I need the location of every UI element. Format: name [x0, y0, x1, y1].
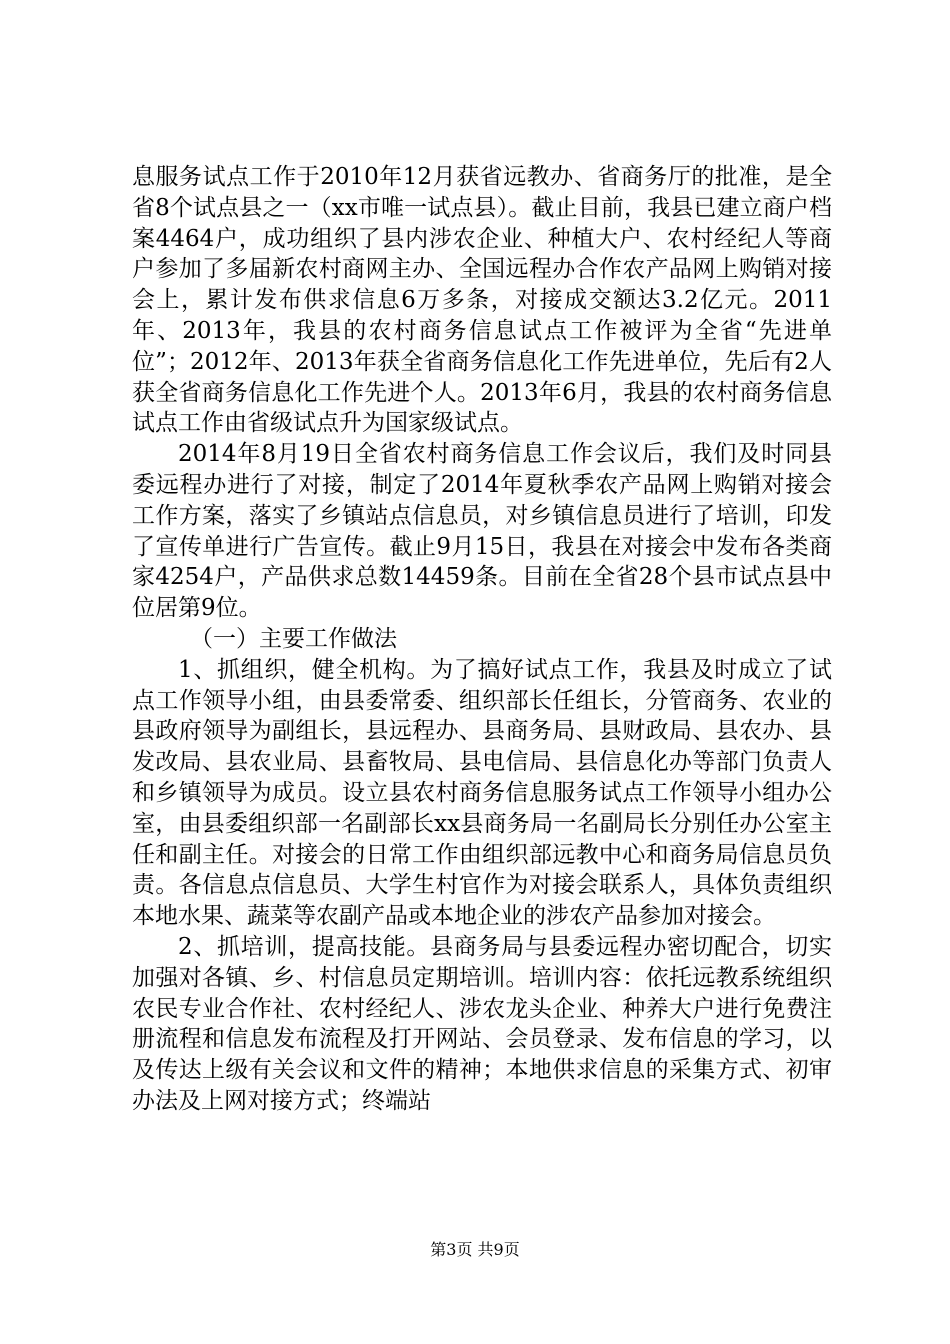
paragraph-continuation: 息服务试点工作于2010年12月获省远教办、省商务厅的批准，是全省8个试点县之一（xx市唯一试点县）。截止目前，我县已建立商户档案4464户，成功组织了县内涉农企业、种植大户、农村经纪人等商户参加了多届新农村商网主办、全国远程办合作农产品网上购销对接会上，累计发布供求信息6万多条，对接成交额达3.2亿元。2011年、2013年，我县的农村商务信息试点工作被评为全省“先进单位”；2012年、2013年获全省商务信息化工作先进单位，先后有2人获全省商务信息化工作先进个人。2013年6月，我县的农村商务信息试点工作由省级试点升为国家级试点。	[132, 164, 832, 437]
section-heading: （一）主要工作做法	[190, 625, 397, 652]
page-number-footer: 第3页 共9页	[430, 1240, 520, 1259]
paragraph-2014-meeting: 2014年8月19日全省农村商务信息工作会议后，我们及时同县委远程办进行了对接，制定了2014年夏秋季农产品网上购销对接会工作方案，落实了乡镇站点信息员，对乡镇信息员进行了培训，印发了宣传单进行广告宣传。截止9月15日，我县在对接会中发布各类商家4254户，产品供求总数14459条。目前在全省28个县市试点县中位居第9位。	[132, 441, 832, 622]
paragraph-organization: 1、抓组织，健全机构。为了搞好试点工作，我县及时成立了试点工作领导小组，由县委常委、组织部长任组长，分管商务、农业的县政府领导为副组长，县远程办、县商务局、县财政局、县农办、县发改局、县农业局、县畜牧局、县电信局、县信息化办等部门负责人和乡镇领导为成员。设立县农村商务信息服务试点工作领导小组办公室，由县委组织部一名副部长xx县商务局一名副局长分别任办公室主任和副主任。对接会的日常工作由组织部远教中心和商务局信息员负责。各信息点信息员、大学生村官作为对接会联系人，具体负责组织本地水果、蔬菜等农副产品或本地企业的涉农产品参加对接会。	[132, 656, 832, 930]
paragraph-training: 2、抓培训，提高技能。县商务局与县委远程办密切配合，切实加强对各镇、乡、村信息员定期培训。培训内容：依托远教系统组织农民专业合作社、农村经纪人、涉农龙头企业、种养大户进行免费注册流程和信息发布流程及打开网站、会员登录、发布信息的学习，以及传达上级有关会议和文件的精神；本地供求信息的采集方式、初审办法及上网对接方式；终端站	[132, 933, 832, 1114]
document-body	[132, 162, 832, 1117]
